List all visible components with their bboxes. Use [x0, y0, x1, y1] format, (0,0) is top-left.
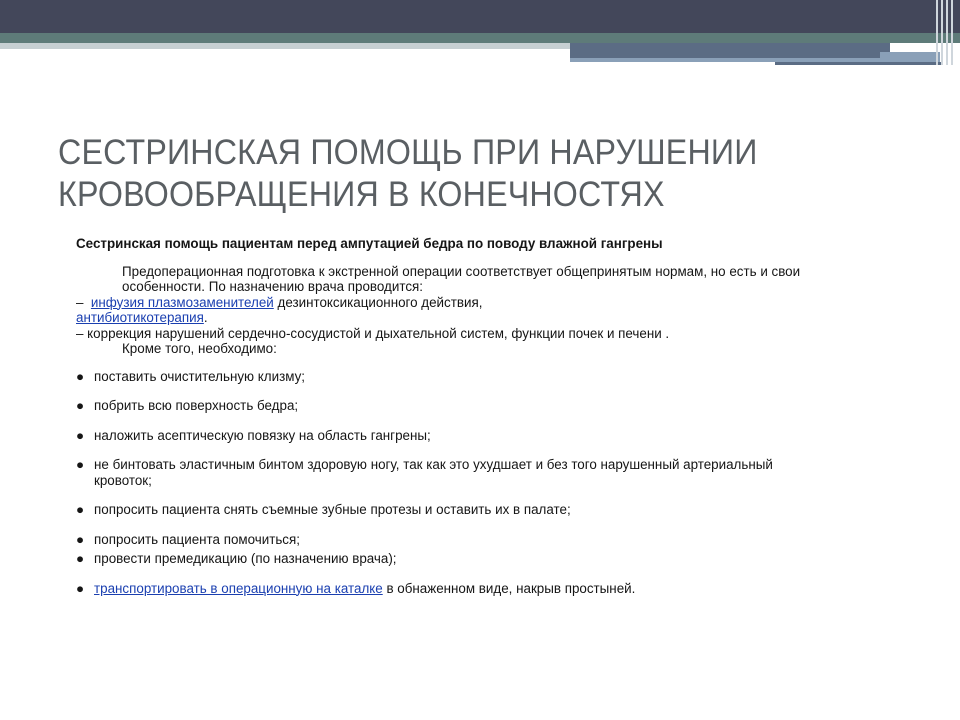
item1-end: . [203, 310, 208, 325]
decor-bar-end [775, 62, 942, 65]
bullet-text-last [94, 581, 635, 597]
bullet-item [76, 457, 816, 488]
bullet-text: попросить пациента помочиться; [94, 531, 300, 547]
doc-also: Кроме того, необходимо: [122, 341, 277, 356]
bullet-item [76, 502, 816, 518]
link-infusion[interactable]: инфузия плазмозаменителей [90, 294, 274, 310]
bullet-icon: ● [76, 427, 85, 443]
bullet-icon: ● [76, 580, 85, 596]
bullet-item [76, 369, 816, 385]
link-transport[interactable]: транспортировать в операционную на каталке [94, 580, 383, 596]
bullet-item [76, 428, 816, 444]
bullet-text: провести премедикацию (по назначению врача); [94, 551, 397, 566]
doc-item-2: – коррекция нарушений сердечно-сосудистой и дыхательной систем, функции почек и печени . [76, 325, 670, 341]
slide-title: СЕСТРИНСКАЯ ПОМОЩЬ ПРИ НАРУШЕНИИ КРОВООБРАЩЕНИЯ В КОНЕЧНОСТЯХ [58, 133, 758, 214]
decor-bar-end2 [880, 52, 940, 58]
doc-intro: Предоперационная подготовка к экстренной операции соответствует общепринятым нормам, но есть и свои особенности. По назначению врача проводится: [122, 263, 801, 294]
bullet-item [76, 551, 816, 567]
top-banner [0, 0, 960, 33]
last-text: в обнаженном виде, накрыв простыней. [382, 580, 636, 596]
decor-bar-mid [570, 43, 890, 58]
bullet-icon: ● [76, 457, 85, 472]
item1-text: дезинтоксикационного действия, [273, 294, 483, 310]
bullet-item [76, 581, 816, 597]
accent-bar [0, 33, 960, 43]
decor-stripes [936, 0, 954, 65]
bullet-text: не бинтовать эластичным бинтом здоровую ногу, так как это ухудшает и без того нарушенный артериальный кровоток; [94, 457, 773, 488]
bullet-item [76, 532, 816, 548]
decor-bar-light [0, 43, 570, 49]
bullet-icon: ● [76, 368, 85, 384]
document-body [76, 236, 816, 596]
bullet-text: наложить асептическую повязку на область гангрены; [94, 427, 431, 443]
link-antibiotic[interactable]: антибиотикотерапия [76, 310, 204, 325]
bullet-item [76, 398, 816, 414]
bullet-icon: ● [76, 502, 85, 517]
bullet-text: попросить пациента снять съемные зубные протезы и оставить их в палате; [94, 502, 571, 517]
doc-heading: Сестринская помощь пациентам перед ампутацией бедра по поводу влажной гангрены [76, 236, 663, 251]
bullet-icon: ● [76, 551, 85, 566]
bullet-text: поставить очистительную клизму; [94, 368, 306, 384]
bullet-text: побрить всю поверхность бедра; [94, 398, 299, 413]
dash: – [76, 294, 84, 310]
bullet-icon: ● [76, 531, 85, 547]
bullet-icon: ● [76, 398, 85, 413]
doc-item-1 [76, 295, 816, 326]
